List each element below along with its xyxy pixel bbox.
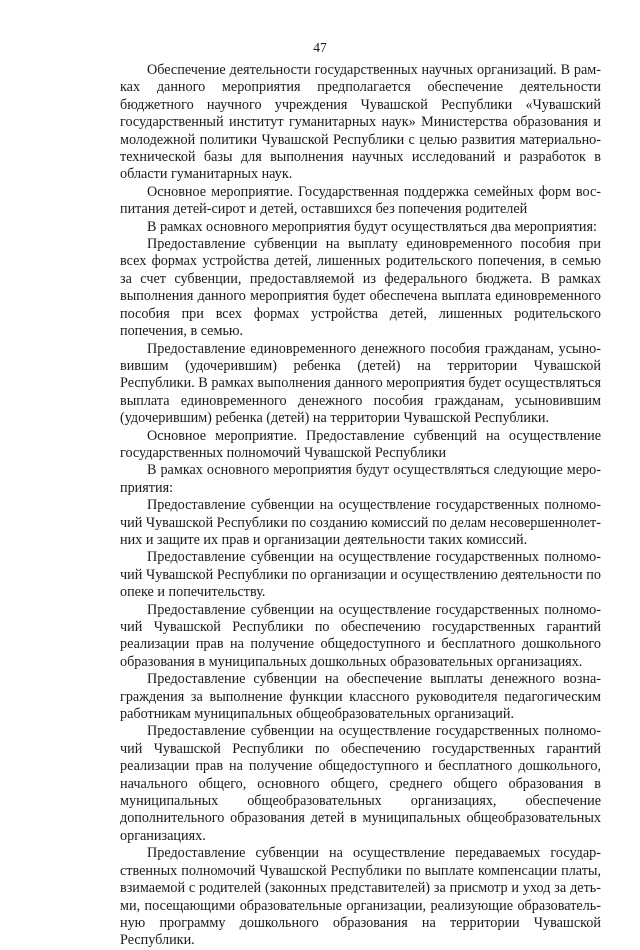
paragraph-two-measures-intro: В рамках основного мероприятия будут осуществляться два мероприятия: [147,218,597,235]
paragraph-parental-fee-compensation: Предоставление субвенции на осуществление передаваемых государственных полномочий Чувашской Республики по выплате компенсации платы, взимаемой с родителей (законных представителей) за присмотр и уход за детьми, посещающими образовательные организации, реализующие образовательную программу дошкольного образования на территории Чувашской Республики. [120,845,601,949]
paragraph-class-teacher-reward: Предоставление субвенции на обеспечение выплаты денежного вознаграждения за выполнение функции классного руководителя педагогическим работникам муниципальных общеобразовательных организаций. [120,671,601,723]
paragraph-minors-commissions: Предоставление субвенции на осуществление государственных полномочий Чувашской Республики по созданию комиссий по делам несовершеннолетних и защите их прав и организации деятельности таких комиссий. [120,497,601,548]
paragraph-guardianship: Предоставление субвенции на осуществление государственных полномочий Чувашской Республики по организации и осуществлению деятельности по опеке и попечительству. [120,549,601,601]
paragraph-subventions-heading: Основное мероприятие. Предоставление субвенций на осуществление государственных полномочий Чувашской Республики [120,427,601,461]
paragraph-preschool-guarantees: Предоставление субвенции на осуществление государственных полномочий Чувашской Республики по обеспечению государственных гарантий реализации прав на получение общедоступного и бесплатного дошкольного образования в муниципальных дошкольных образовательных организациях. [120,601,601,670]
page-number: 47 [313,40,327,55]
document-body [120,62,601,950]
paragraph-science-organizations: Обеспечение деятельности государственных научных организаций. В рамках данного мероприятия предполагается обеспечение деятельности бюджетного научного учреждения Чувашской Республики «Чувашский государственный институт гуманитарных наук» Министерства образования и молодежной политики Чувашской Республики с целью развития материально-технической базы для выполнения научных исследований и разработок в области гуманитарных наук. [120,62,601,183]
paragraph-family-support-heading: Основное мероприятие. Государственная поддержка семейных форм воспитания детей-сирот и детей, оставшихся без попечения родителей [120,183,601,218]
paragraph-adoption-allowance: Предоставление единовременного денежного пособия гражданам, усыновившим (удочерившим) ребенка (детей) на территории Чувашской Республики. В рамках выполнения данного мероприятия будет осуществляться выплата единовременного денежного пособия гражданам, усыновившим (удочерившим) ребенка (детей) на территории Чувашской Республики. [120,340,601,427]
paragraph-lump-sum-subvention: Предоставление субвенции на выплату единовременного пособия при всех формах устройства детей, лишенных родительского попечения, в семью за счет субвенции, предоставляемой из федерального бюджета. В рамках выполнения данного мероприятия будет обеспечена выплата единовременного пособия при всех формах устройства детей, лишенных родительского попечения, в семью. [120,236,601,340]
paragraph-general-education-guarantees: Предоставление субвенции на осуществление государственных полномочий Чувашской Республики по обеспечению государственных гарантий реализации прав на получение общедоступного и бесплатного дошкольного, начального общего, основного общего, среднего общего образования в муниципальных общеобразовательных организациях, обеспечение дополнительного образования детей в муниципальных общеобразовательных организациях. [120,723,601,844]
paragraph-following-measures-intro: В рамках основного мероприятия будут осуществляться следующие мероприятия: [120,462,601,496]
